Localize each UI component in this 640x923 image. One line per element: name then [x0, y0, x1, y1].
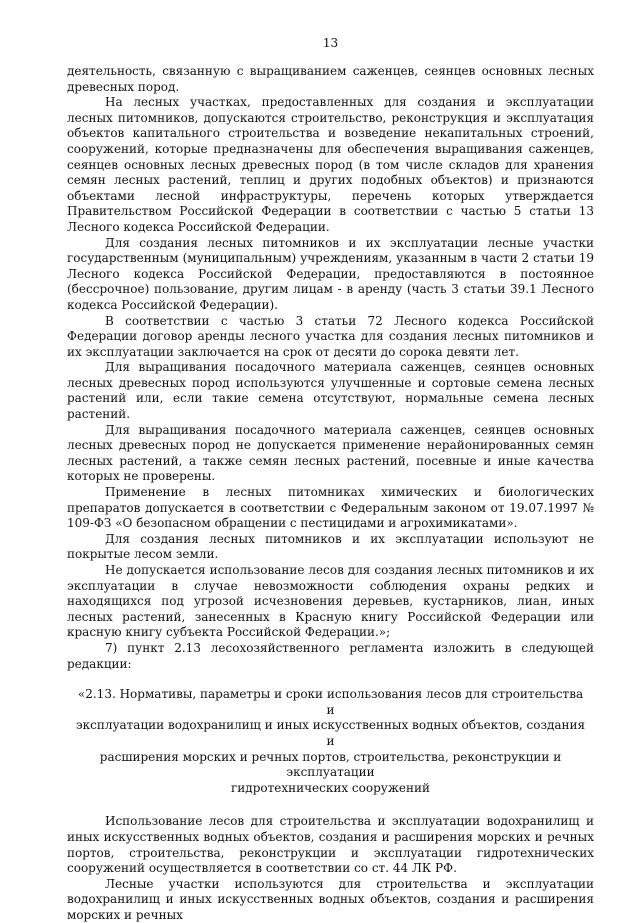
paragraph: Для создания лесных питомников и их эксплуатации используют не покрытые лесом земли. [67, 531, 594, 562]
section-heading [75, 687, 586, 796]
paragraph: деятельность, связанную с выращиванием саженцев, сеянцев основных лесных древесных пород. [67, 64, 594, 94]
section-heading-line: эксплуатации водохранилищ и иных искусственных водных объектов, создания и [75, 718, 586, 748]
page-number: 13 [322, 36, 339, 50]
paragraph: 7) пункт 2.13 лесохозяйственного регламента изложить в следующей редакции: [67, 640, 594, 671]
section-heading-line: гидротехнических сооружений [231, 780, 430, 795]
paragraph: Лесные участки используются для строительства и эксплуатации водохранилищ и иных искусственных водных объектов, создания и расширения морских и речных [67, 876, 594, 922]
paragraph: Применение в лесных питомниках химических и биологических препаратов допускается в соответствии с Федеральным законом от 19.07.1997 № 109-ФЗ «О безопасном обращении с пестицидами и агрохимикатами». [67, 485, 594, 531]
body-text-bottom [67, 814, 594, 923]
paragraph: В соответствии с частью 3 статьи 72 Лесного кодекса Российской Федерации договор аренды лесного участка для создания лесных питомников и их эксплуатации заключается на срок от десяти до сорока девяти лет. [67, 313, 594, 359]
body-text-top [67, 64, 594, 672]
paragraph: Для выращивания посадочного материала саженцев, сеянцев основных лесных древесных пород используются улучшенные и сортовые семена лесных растений или, если такие семена отсутствуют, нормальные семена лесных растений. [67, 360, 594, 422]
section-heading-line: расширения морских и речных портов, строительства, реконструкции и эксплуатации [99, 749, 562, 780]
paragraph: На лесных участках, предоставленных для создания и эксплуатации лесных питомников, допускаются строительство, реконструкция и эксплуатация объектов капитального строительства и возведение некапитальных строений, сооружений, которые предназначены для обеспечения выращивания саженцев, сеянцев основных лесных древесных пород (в том числе складов для хранения семян лесных растений, теплиц и других подобных объектов) и признаются объектами лесной инфраструктуры, перечень которых утверждается Правительством Российской Федерации в соответствии с частью 5 статьи 13 Лесного кодекса Российской Федерации. [67, 95, 594, 234]
paragraph: Не допускается использование лесов для создания лесных питомников и их эксплуатации в случае невозможности соблюдения охраны редких и находящихся под угрозой исчезновения деревьев, кустарников, лиан, иных лесных растений, занесенных в Красную книгу Российской Федерации или красную книгу субъекта Российской Федерации.»; [67, 563, 594, 640]
paragraph: Для создания лесных питомников и их эксплуатации лесные участки государственным (муниципальным) учреждениям, указанным в части 2 статьи 19 Лесного кодекса Российской Федерации, предоставляются в постоянное (бессрочное) пользование, другим лицам - в аренду (часть 3 статьи 39.1 Лесного кодекса Российской Федерации). [67, 235, 594, 312]
paragraph: Для выращивания посадочного материала саженцев, сеянцев основных лесных древесных пород не допускается применение нерайонированных семян лесных растений, а также семян лесных растений, посевные и иные качества которых не проверены. [67, 422, 594, 484]
paragraph: Использование лесов для строительства и эксплуатации водохранилищ и иных искусственных водных объектов, создания и расширения морских и речных портов, строительства, реконструкции и эксплуатации гидротехнических сооружений осуществляется в соответствии со ст. 44 ЛК РФ. [67, 814, 594, 876]
section-heading-line: «2.13. Нормативы, параметры и сроки использования лесов для строительства и [77, 687, 584, 717]
